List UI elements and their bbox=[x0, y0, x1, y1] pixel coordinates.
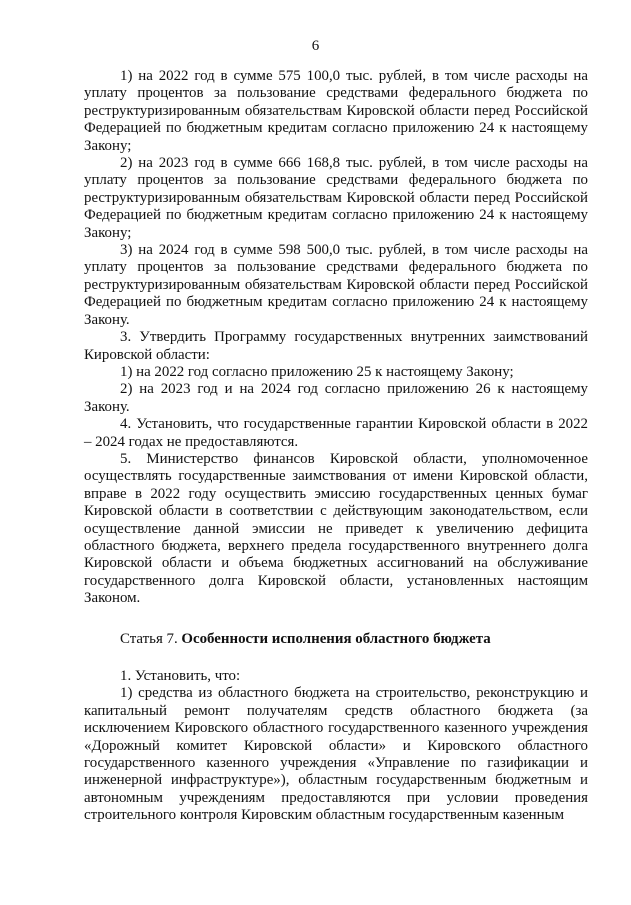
paragraph-2022-amount: 1) на 2022 год в сумме 575 100,0 тыс. рублей, в том числе расходы на уплату процентов за пользование средствами федерального бюджета по реструктуризированным обязательствам Кировской области перед Российской Федерацией по бюджетным кредитам согласно приложению 24 к настоящему Закону; bbox=[84, 68, 588, 154]
document-body bbox=[84, 68, 588, 825]
paragraph-establish: 1. Установить, что: bbox=[120, 668, 241, 684]
paragraph-guarantees: 4. Установить, что государственные гарантии Кировской области в 2022 – 2024 годах не предоставляются. bbox=[84, 416, 588, 450]
paragraph-2023-amount: 2) на 2023 год в сумме 666 168,8 тыс. рублей, в том числе расходы на уплату процентов за пользование средствами федерального бюджета по реструктуризированным обязательствам Кировской области перед Российской Федерацией по бюджетным кредитам согласно приложению 24 к настоящему Закону; bbox=[84, 155, 588, 241]
article-heading bbox=[84, 631, 588, 648]
paragraph-program-2023-2024: 2) на 2023 год и на 2024 год согласно приложению 26 к настоящему Закону. bbox=[84, 381, 588, 415]
paragraph-borrowing-program: 3. Утвердить Программу государственных внутренних заимствований Кировской области: bbox=[84, 329, 588, 363]
paragraph-program-2022: 1) на 2022 год согласно приложению 25 к настоящему Закону; bbox=[120, 363, 514, 380]
paragraph-securities-emission: 5. Министерство финансов Кировской области, уполномоченное осуществлять государственные заимствования от имени Кировской области, вправе в 2022 году осуществить эмиссию государственных ценных бумаг Кировской области в соответствии с действующим законодательством, если осуществление данной эмиссии не приведет к увеличению дефицита областного бюджета, верхнего предела государственного внутреннего долга Кировской области и объема бюджетных ассигнований на обслуживание государственного долга Кировской области, установленных настоящим Законом. bbox=[84, 450, 588, 607]
paragraph-construction-funds: 1) средства из областного бюджета на строительство, реконструкцию и капитальный ремонт получателям средств областного бюджета (за исключением Кировского областного государственного казенного учреждения «Дорожный комитет Кировской области» и Кировского областного государственного казенного учреждения «Управление по газификации и инженерной инфраструктуре»), областным государственным бюджетным и автономным учреждениям предоставляются при условии проведения строительного контроля Кировским областным государственным казенным bbox=[84, 685, 588, 824]
paragraph-2024-amount: 3) на 2024 год в сумме 598 500,0 тыс. рублей, в том числе расходы на уплату процентов за пользование средствами федерального бюджета по реструктуризированным обязательствам Кировской области перед Российской Федерацией по бюджетным кредитам согласно приложению 24 к настоящему Закону. bbox=[84, 242, 588, 328]
page-number: 6 bbox=[311, 38, 320, 54]
article-title: Особенности исполнения областного бюджета bbox=[181, 630, 491, 647]
article-number: Статья 7. bbox=[120, 630, 182, 647]
